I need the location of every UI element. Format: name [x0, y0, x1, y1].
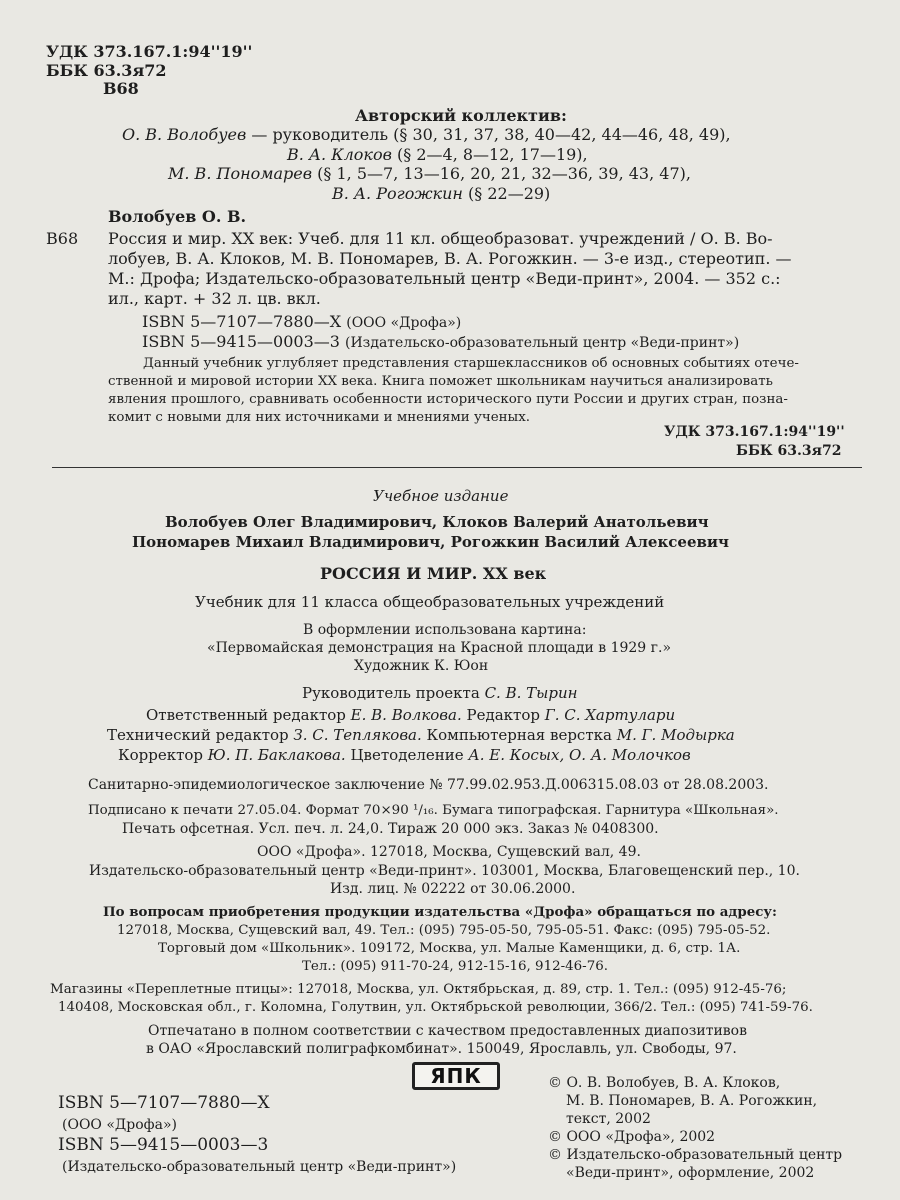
author-line: М. В. Пономарев (§ 1, 5—7, 13—16, 20, 21, 32—36, 39, 43, 47),: [168, 164, 691, 183]
footer-isbn: ISBN 5—7107—7880—X: [58, 1093, 270, 1113]
header-bbk: ББК 63.3я72: [46, 61, 167, 80]
contact-line: 127018, Москва, Сущевский вал, 49. Тел.: (095) 795-05-50, 795-05-51. Факс: (095) 795-05-52.: [117, 923, 771, 938]
author-line: В. А. Рогожкин (§ 22—29): [332, 184, 551, 203]
publisher-address: Издательско-образовательный центр «Веди-принт». 103001, Москва, Благовещенский пер., 10.: [89, 863, 800, 879]
printed-line: Отпечатано в полном соответствии с качеством предоставленных диапозитивов: [148, 1023, 747, 1039]
copyright-line: «Веди-принт», оформление, 2002: [566, 1165, 815, 1181]
printed-line: в ОАО «Ярославский полиграфкомбинат». 150049, Ярославль, ул. Свободы, 97.: [146, 1041, 737, 1057]
credit-line: Руководитель проекта С. В. Тырин: [302, 684, 578, 702]
catalog-description-line: ил., карт. + 32 л. цв. вкл.: [108, 289, 321, 308]
full-authors-line: Волобуев Олег Владимирович, Клоков Валерий Анатольевич: [165, 513, 709, 531]
credit-line: Ответственный редактор Е. В. Волкова. Редактор Г. С. Хартулари: [146, 706, 676, 724]
catalog-description-line: Россия и мир. XX век: Учеб. для 11 кл. общеобразоват. учреждений / О. В. Во-: [108, 229, 773, 248]
full-authors-line: Пономарев Михаил Владимирович, Рогожкин Василий Алексеевич: [132, 533, 730, 551]
section-divider: [52, 467, 862, 468]
edition-type: Учебное издание: [373, 487, 509, 505]
catalog-code: В68: [46, 229, 79, 248]
author-line: В. А. Клоков (§ 2—4, 8—12, 17—19),: [287, 145, 588, 164]
copyright-line: М. В. Пономарев, В. А. Рогожкин,: [566, 1093, 818, 1109]
publisher-address: ООО «Дрофа». 127018, Москва, Сущевский вал, 49.: [257, 844, 641, 860]
sanitary-certificate: Санитарно-эпидемиологическое заключение № 77.99.02.953.Д.006315.08.03 от 28.08.2003.: [88, 777, 769, 793]
header-code: В68: [103, 79, 139, 98]
contact-line: Тел.: (095) 911-70-24, 912-15-16, 912-46-76.: [302, 959, 608, 974]
cover-note: В оформлении использована картина:: [303, 622, 587, 638]
shops-line: Магазины «Переплетные птицы»: 127018, Москва, ул. Октябрьская, д. 89, стр. 1. Тел.: (095) 912-45-76;: [50, 982, 787, 997]
shops-line: 140408, Московская обл., г. Коломна, Голутвин, ул. Октябрьской революции, 366/2. Тел.: (095) 741-59-76.: [58, 1000, 813, 1015]
copyright-line: © О. В. Волобуев, В. А. Клоков,: [548, 1075, 781, 1091]
print-spec: Подписано к печати 27.05.04. Формат 70×90 ¹/₁₆. Бумага типографская. Гарнитура «Школьная».: [88, 803, 779, 818]
inquiry-line: По вопросам приобретения продукции издательства «Дрофа» обращаться по адресу:: [103, 904, 777, 920]
book-title: РОССИЯ И МИР. XX век: [320, 564, 547, 583]
credit-line: Корректор Ю. П. Баклакова. Цветоделение А. Е. Косых, О. А. Молочков: [118, 746, 691, 764]
print-spec: Печать офсетная. Усл. печ. л. 24,0. Тираж 20 000 экз. Заказ № 0408300.: [122, 821, 659, 837]
catalog-description-line: М.: Дрофа; Издательско-образовательный центр «Веди-принт», 2004. — 352 с.:: [108, 269, 781, 288]
credit-line: Технический редактор З. С. Теплякова. Компьютерная верстка М. Г. Модырка: [107, 726, 735, 744]
catalog-isbn: ISBN 5—7107—7880—X (ООО «Дрофа»): [142, 312, 462, 331]
copyright-line: © ООО «Дрофа», 2002: [548, 1129, 716, 1145]
footer-isbn-publisher: (Издательско-образовательный центр «Веди-принт»): [62, 1159, 457, 1175]
cover-note: Художник К. Юон: [354, 658, 489, 674]
annotation-line: явления прошлого, сравнивать особенности исторического пути России и других стран, позна-: [108, 392, 788, 407]
copyright-line: © Издательско-образовательный центр: [548, 1147, 843, 1163]
footer-isbn-publisher: (ООО «Дрофа»): [62, 1117, 178, 1133]
header-udk: УДК 373.167.1:94''19'': [46, 42, 253, 61]
annotation-line: ственной и мировой истории XX века. Книга поможет школьникам научиться анализировать: [108, 374, 773, 389]
annotation-line: комит с новыми для них источниками и мнениями ученых.: [108, 410, 531, 425]
catalog-udk: УДК 373.167.1:94''19'': [664, 424, 845, 440]
catalog-bbk: ББК 63.3я72: [736, 443, 842, 459]
authors-heading: Авторский коллектив:: [355, 106, 567, 125]
license-line: Изд. лиц. № 02222 от 30.06.2000.: [330, 881, 576, 897]
book-subtitle: Учебник для 11 класса общеобразовательных учреждений: [195, 593, 665, 611]
catalog-description-line: лобуев, В. А. Клоков, М. В. Пономарев, В. А. Рогожкин. — 3-е изд., стереотип. —: [108, 249, 792, 268]
annotation-line: Данный учебник углубляет представления старшеклассников об основных событиях отече-: [143, 356, 799, 371]
copyright-line: текст, 2002: [566, 1111, 651, 1127]
author-line: О. В. Волобуев — руководитель (§ 30, 31, 37, 38, 40—42, 44—46, 48, 49),: [122, 125, 731, 144]
catalog-isbn: ISBN 5—9415—0003—3 (Издательско-образовательный центр «Веди-принт»): [142, 332, 740, 351]
contact-line: Торговый дом «Школьник». 109172, Москва, ул. Малые Каменщики, д. 6, стр. 1А.: [158, 941, 741, 956]
cover-note: «Первомайская демонстрация на Красной площади в 1929 г.»: [207, 640, 672, 656]
footer-isbn: ISBN 5—9415—0003—3: [58, 1135, 269, 1155]
catalog-author: Волобуев О. В.: [108, 207, 247, 226]
printing-house-logo: ЯПК: [412, 1062, 500, 1090]
